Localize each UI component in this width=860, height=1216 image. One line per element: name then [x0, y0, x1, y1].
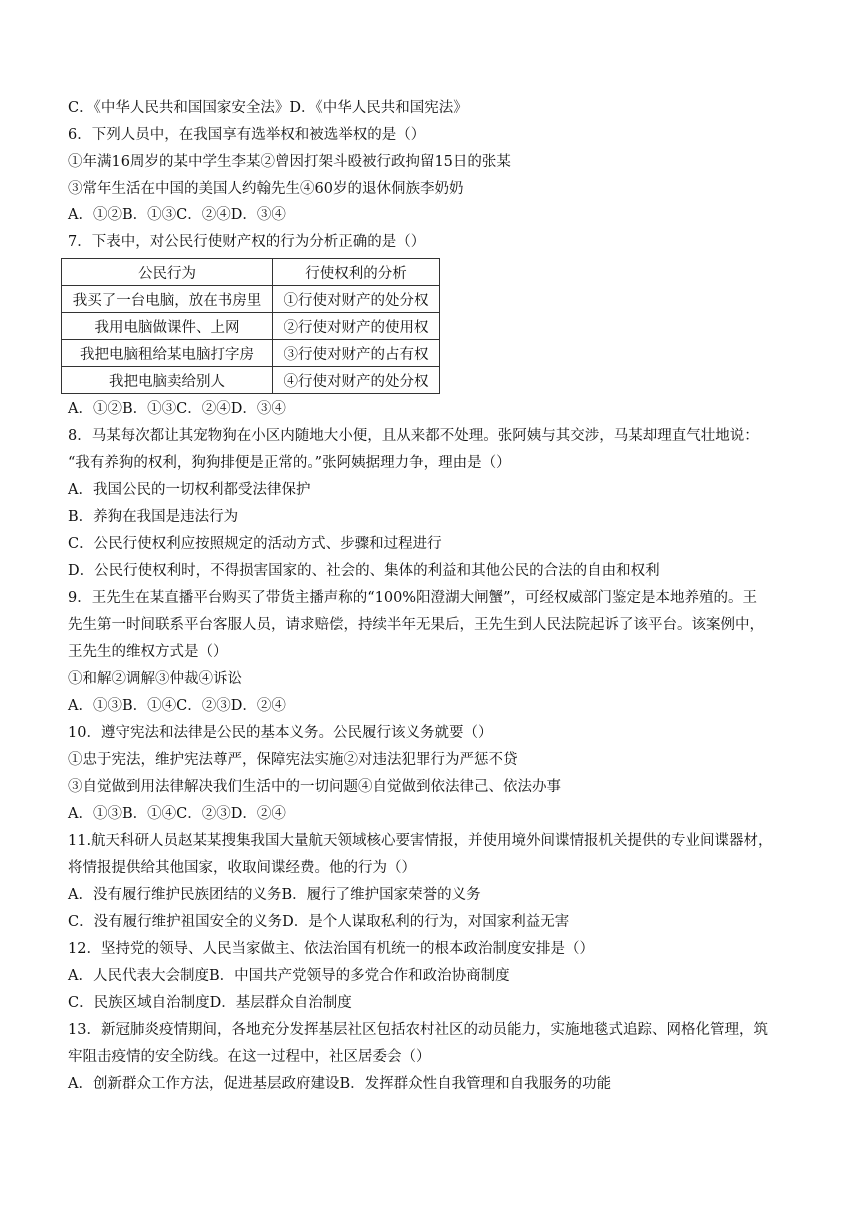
q6-stem: 6．下列人员中，在我国享有选举权和被选举权的是（） [68, 127, 426, 143]
q10-items-1-2: ①忠于宪法，维护宪法尊严，保障宪法实施②对违法犯罪行为严惩不贷 [68, 752, 518, 768]
q8-option-a: A．我国公民的一切权利都受法律保护 [68, 482, 311, 498]
q8-option-b: B．养狗在我国是违法行为 [68, 509, 239, 525]
table-row [62, 367, 440, 394]
q13-stem-2: 牢阻击疫情的安全防线。在这一过程中，社区居委会（） [68, 1049, 431, 1065]
table-cell: 我把电脑租给某电脑打字房 [62, 340, 273, 367]
table-row [62, 313, 440, 340]
table-cell: ②行使对财产的使用权 [273, 313, 440, 340]
q10-options: A．①③B．①④C．②③D．②④ [68, 806, 286, 822]
q8-option-d: D．公民行使权利时，不得损害国家的、社会的、集体的利益和其他公民的合法的自由和权利 [68, 563, 660, 579]
q11-stem-1: 11.航天科研人员赵某某搜集我国大量航天领域核心要害情报，并使用境外间谍情报机关提供的专业间谍器材， [68, 833, 773, 849]
q10-items-3-4: ③自觉做到用法律解决我们生活中的一切问题④自觉做到依法律己、依法办事 [68, 779, 561, 795]
table-cell: 我把电脑卖给别人 [62, 367, 273, 394]
q7-options: A．①②B．①③C．②④D．③④ [68, 401, 286, 417]
q9-stem-1: 9．王先生在某直播平台购买了带货主播声称的“100%阳澄湖大闸蟹”，可经权威部门鉴定是本地养殖的。王 [68, 590, 758, 606]
q9-options: A．①③B．①④C．②③D．②④ [68, 698, 286, 714]
q11-stem-2: 将情报提供给其他国家，收取间谍经费。他的行为（） [68, 860, 416, 876]
table-cell: ①行使对财产的处分权 [273, 286, 440, 313]
table-row [62, 340, 440, 367]
table-cell: ③行使对财产的占有权 [273, 340, 440, 367]
q12-options-ab: A．人民代表大会制度B．中国共产党领导的多党合作和政治协商制度 [68, 968, 510, 984]
q13-stem-1: 13．新冠肺炎疫情期间，各地充分发挥基层社区包括农村社区的动员能力，实施地毯式追踪、网格化管理，筑 [68, 1022, 768, 1038]
q8-option-c: C．公民行使权利应按照规定的活动方式、步骤和过程进行 [68, 536, 442, 552]
table-cell: 我买了一台电脑，放在书房里 [62, 286, 273, 313]
q12-options-cd: C．民族区域自治制度D．基层群众自治制度 [68, 995, 352, 1011]
q8-stem-1: 8．马某每次都让其宠物狗在小区内随地大小便，且从来都不处理。张阿姨与其交涉，马某却理直气壮地说： [68, 428, 759, 444]
table-row [62, 286, 440, 313]
q6-items-3-4: ③常年生活在中国的美国人约翰先生④60岁的退休侗族李奶奶 [68, 181, 464, 197]
table-cell: 我用电脑做课件、上网 [62, 313, 273, 340]
table-header-cell: 行使权利的分析 [273, 259, 440, 286]
q6-options: A．①②B．①③C．②④D．③④ [68, 207, 286, 223]
table-header-cell: 公民行为 [62, 259, 273, 286]
q7-stem: 7．下表中，对公民行使财产权的行为分析正确的是（） [68, 234, 426, 250]
q6-items-1-2: ①年满16周岁的某中学生李某②曾因打架斗殴被行政拘留15日的张某 [68, 154, 511, 170]
q11-options-ab: A．没有履行维护民族团结的义务B．履行了维护国家荣誉的义务 [68, 887, 481, 903]
q10-stem: 10．遵守宪法和法律是公民的基本义务。公民履行该义务就要（） [68, 725, 493, 741]
q9-items: ①和解②调解③仲裁④诉讼 [68, 671, 242, 687]
q13-options-ab: A．创新群众工作方法，促进基层政府建设B．发挥群众性自我管理和自我服务的功能 [68, 1076, 612, 1092]
q11-options-cd: C．没有履行维护祖国安全的义务D．是个人谋取私利的行为，对国家利益无害 [68, 914, 570, 930]
table-header-row [62, 259, 440, 286]
q9-stem-2: 先生第一时间联系平台客服人员，请求赔偿，持续半年无果后，王先生到人民法院起诉了该平台。该案例中， [68, 617, 764, 633]
q7-table [61, 258, 440, 394]
q9-stem-3: 王先生的维权方式是（） [68, 644, 228, 660]
q12-stem: 12．坚持党的领导、人民当家做主、依法治国有机统一的根本政治制度安排是（） [68, 941, 594, 957]
q8-stem-2: “我有养狗的权利，狗狗排便是正常的。”张阿姨据理力争，理由是（） [68, 455, 511, 471]
table-cell: ④行使对财产的处分权 [273, 367, 440, 394]
q5-option-cd: C．《中华人民共和国国家安全法》D．《中华人民共和国宪法》 [68, 100, 468, 116]
